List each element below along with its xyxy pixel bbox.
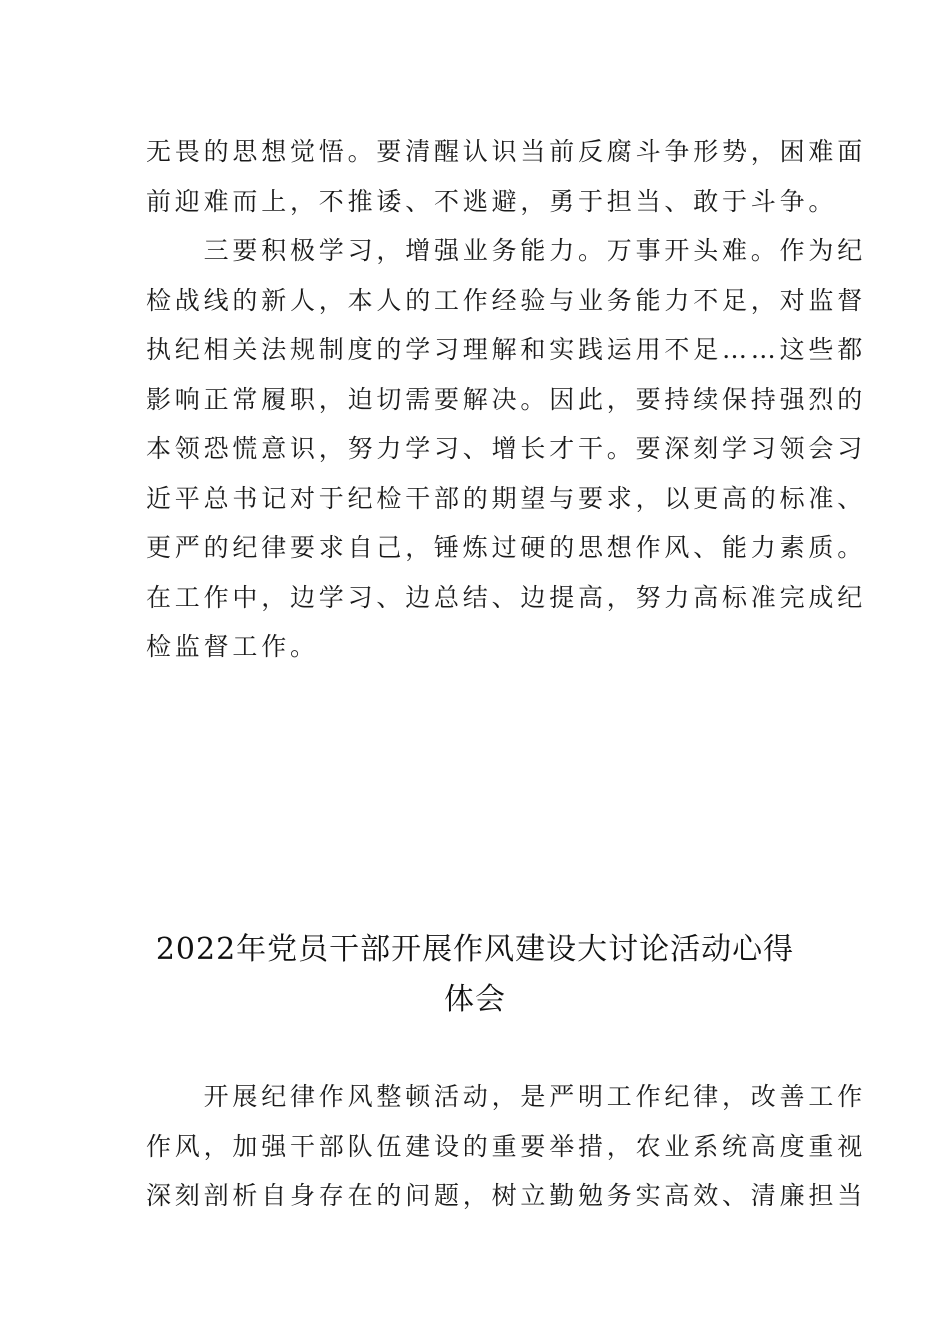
text-line: 本领恐慌意识，努力学习、增长才干。要深刻学习领会习 (146, 434, 867, 463)
text-line: 无畏的思想觉悟。要清醒认识当前反腐斗争形势，困难面 (146, 137, 867, 166)
continuation-paragraph (146, 127, 867, 226)
text-line: 开展纪律作风整顿活动，是严明工作纪律，改善工作 (146, 1082, 867, 1111)
text-line: 影响正常履职，迫切需要解决。因此，要持续保持强烈的 (146, 384, 867, 414)
text-line: 在工作中，边学习、边总结、边提高，努力高标准完成纪 (146, 582, 867, 612)
title-line: 2022年党员干部开展作风建设大讨论活动心得 (155, 932, 795, 967)
text-line: 检战线的新人，本人的工作经验与业务能力不足，对监督 (146, 285, 867, 315)
text-line: 更严的纪律要求自己，锤炼过硬的思想作风、能力素质。 (146, 533, 867, 562)
title-line: 体会 (444, 982, 506, 1017)
article-title (120, 925, 830, 1025)
text-line: 执纪相关法规制度的学习理解和实践运用不足……这些都 (146, 335, 867, 364)
text-line: 作风，加强干部队伍建设的重要举措，农业系统高度重视 (146, 1131, 867, 1161)
text-line: 近平总书记对于纪检干部的期望与要求，以更高的标准、 (146, 483, 867, 513)
text-line: 深刻剖析自身存在的问题，树立勤勉务实高效、清廉担当 (146, 1181, 867, 1210)
text-line: 前迎难而上，不推诿、不逃避，勇于担当、敢于斗争。 (146, 186, 838, 216)
article-first-paragraph (146, 1072, 867, 1221)
paragraph-study (146, 226, 867, 672)
text-line: 三要积极学习，增强业务能力。万事开头难。作为纪 (146, 236, 867, 265)
text-line: 检监督工作。 (146, 632, 319, 661)
